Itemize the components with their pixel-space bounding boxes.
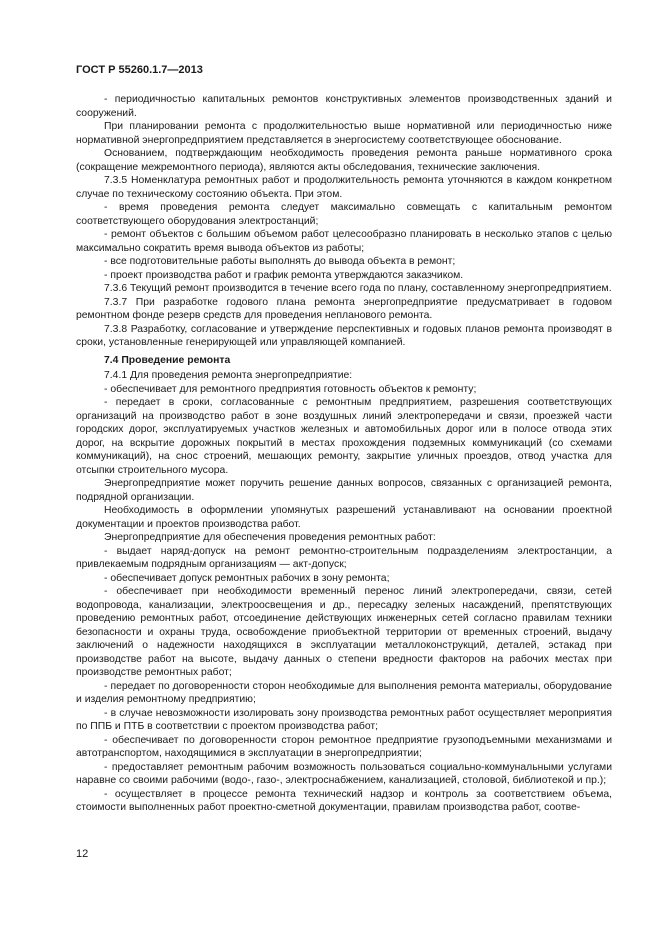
paragraph: Основанием, подтверждающим необходимость проведения ремонта раньше нормативного срока (сокращение межремонтного периода), являются акты обследования, технические заключения. [76, 148, 612, 173]
paragraph: - осуществляет в процессе ремонта технический надзор и контроль за соответствием объема, стоимости выполненных работ проектно-сметной документации, правилам производства работ, соотве- [76, 788, 612, 813]
paragraph: - обеспечивает при необходимости временный перенос линий электропередачи, связи, сетей водопровода, канализации, электроосвещения и др., пересадку зеленых насаждений, препятствующих проведению ремонтных работ, отсоединение действующих инженерных сетей согласно правилам техники безопасности и охраны труда, освобождение приобъектной территории от временных строений, выдачу заключений о надежности находящихся в эксплуатации металлоконструкций, деталей, эстакад при производстве работ на высоте, выдачу данных о степени вредности факторов на рабочих местах при производстве ремонтных работ; [76, 586, 612, 678]
section-heading: 7.4 Проведение ремонта [104, 354, 231, 366]
paragraph: При планировании ремонта с продолжительностью выше нормативной или периодичностью ниже нормативной энергопредприятием представляется в энергосистему соответствующее обоснование. [76, 121, 612, 146]
document-header: ГОСТ Р 55260.1.7—2013 [76, 64, 203, 76]
paragraph: - все подготовительные работы выполнять до вывода объекта в ремонт; [104, 256, 456, 267]
paragraph: 7.3.5 Номенклатура ремонтных работ и продолжительность ремонта уточняются в каждом конкретном случае по техническому состоянию объекта. При этом. [76, 175, 612, 200]
paragraph: - выдает наряд-допуск на ремонт ремонтно-строительным подразделениям электростанции, а привлекаемым подрядным организациям — акт-допуск; [76, 545, 612, 570]
paragraph: - обеспечивает для ремонтного предприятия готовность объектов к ремонту; [104, 383, 477, 395]
paragraph: - передает по договоренности сторон необходимые для выполнения ремонта материалы, оборудование и изделия ремонтному предприятию; [76, 680, 612, 705]
paragraph: 7.3.8 Разработку, согласование и утверждение перспективных и годовых планов ремонта производят в сроки, установленные генерирующей или управляющей компанией. [76, 323, 612, 348]
document-body [76, 93, 612, 815]
paragraph: Необходимость в оформлении упомянутых разрешений устанавливают на основании проектной документации и проектов производства работ. [76, 505, 612, 530]
paragraph: - ремонт объектов с большим объемом работ целесообразно планировать в несколько этапов с целью максимально сократить время вывода объектов из работы; [76, 229, 612, 254]
paragraph: - в случае невозможности изолировать зону производства ремонтных работ осуществляет мероприятия по ППБ и ПТБ в соответствии с проектом производства работ; [76, 707, 612, 732]
paragraph: 7.3.7 При разработке годового плана ремонта энергопредприятие предусматривает в годовом ремонтном фонде резерв средств для проведения непланового ремонта. [76, 296, 612, 321]
paragraph: - время проведения ремонта следует максимально совмещать с капитальным ремонтом соответствующего оборудования электростанций; [76, 202, 612, 227]
paragraph: - передает в сроки, согласованные с ремонтным предприятием, разрешения соответствующих организаций на производство работ в зоне воздушных линий электропередачи и связи, проезжей части городских дорог, эксплуатируемых участков железных и автомобильных дорог или в полосе отвода этих дорог, на вскрытие дорожных покрытий в местах прохождения подземных коммуникаций (со схемами коммуникаций), на снос строений, мешающих ремонту, закрытие уличных проездов, отвод участка для отсыпки строительного мусора. [76, 397, 612, 476]
paragraph: 7.3.6 Текущий ремонт производится в течение всего года по плану, составленному энергопредприятием. [104, 283, 612, 294]
paragraph: - проект производства работ и график ремонта утверждаются заказчиком. [104, 269, 464, 281]
paragraph: - периодичностью капитальных ремонтов конструктивных элементов производственных зданий и сооружений. [76, 94, 612, 119]
paragraph: - предоставляет ремонтным рабочим возможность пользоваться социально-коммунальными услугами наравне со своими рабочими (водо-, газо-, электроснабжением, канализацией, столовой, библиотекой и пр.); [76, 761, 612, 786]
paragraph: 7.4.1 Для проведения ремонта энергопредприятие: [104, 370, 353, 381]
page-number: 12 [76, 848, 89, 860]
paragraph: Энергопредприятие для обеспечения проведения ремонтных работ: [104, 532, 436, 543]
paragraph: - обеспечивает по договоренности сторон ремонтное предприятие грузоподъемными механизмами и автотранспортом, находящимися в эксплуатации в энергопредприятии; [76, 734, 612, 759]
paragraph: - обеспечивает допуск ремонтных рабочих в зону ремонта; [104, 572, 390, 584]
paragraph: Энергопредприятие может поручить решение данных вопросов, связанных с организацией ремонта, подрядной организации. [76, 478, 612, 503]
